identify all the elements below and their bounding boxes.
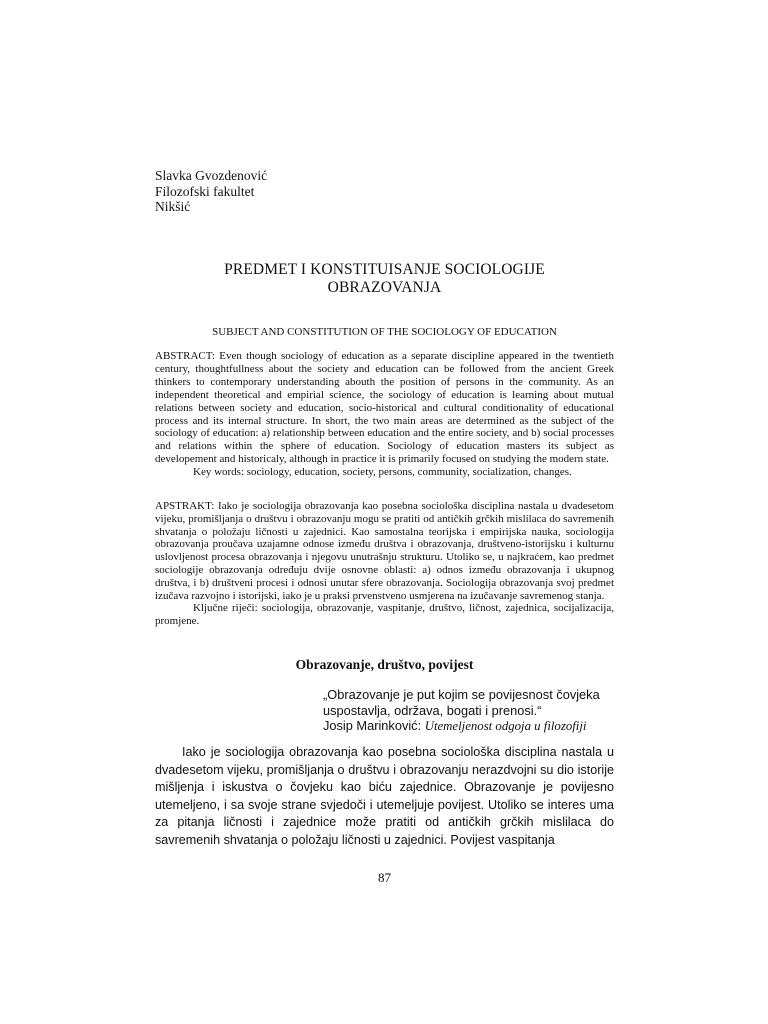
epigraph-attribution bbox=[323, 718, 623, 735]
epigraph-author: Josip Marinković: bbox=[323, 718, 422, 733]
abstract-serbian-text: APSTRAKT: Iako je sociologija obrazovanja kao posebna sociološka disciplina nastala u dvadesetom vijeku, promišljanja o društvu i obrazovanju mogu se pratiti od antičkih grčkih mislilaca do savremenih shvatanja o položaju ličnosti u zajednici. Kao samostalna teorijska i empirijska nauka, sociologija obrazovanja proučava uzajamne odnose između društva i obrazovanja, društveno-istorijsku i kulturnu uslovljenost procesa obrazovanja i njegovu unutrašnju strukturu. Utoliko se, u najkraćem, kao predmet sociologije obrazovanja određuju dvije osnovne oblasti: a) odnos između obrazovanja i ukupnog društva, i b) društveni procesi i odnosi unutar sfere obrazovanja. Sociologija obrazovanja svoj predmet izučava razvojno i istorijski, iako je u praksi prvenstveno usmjerena na izučavanje savremenog stanja. bbox=[155, 500, 614, 602]
epigraph bbox=[323, 687, 623, 735]
page-number: 87 bbox=[378, 870, 391, 885]
author-block bbox=[155, 168, 267, 215]
abstract-english bbox=[155, 350, 614, 479]
epigraph-quote-line-2: uspostavlja, održava, bogati i prenosi.“ bbox=[323, 702, 542, 718]
english-title: SUBJECT AND CONSTITUTION OF THE SOCIOLOGY OF EDUCATION bbox=[212, 326, 557, 338]
author-city: Nikšić bbox=[155, 199, 191, 214]
paper-title-line-2: OBRAZOVANJA bbox=[327, 279, 442, 296]
author-name: Slavka Gvozdenović bbox=[155, 168, 268, 183]
abstract-english-text: ABSTRACT: Even though sociology of education as a separate discipline appeared in the twentieth century, thoughtfullness about the society and education can be followed from the ancient Greek thinkers to contemporary understanding abouth the position of persons in the community. As an independent theoretical and empirial science, the sociology of education is learning about mutual relations between society and education, socio-historical and cultural conditionality of educational process and its internal structure. In short, the two main areas are determined as the subject of the sociology of education: a) relationship between education and the entire society, and b) social processes and relations within the sphere of education. Sociology of education masters its subject as developement and historicaly, although in practice it is primarily focused on studying the modern state. bbox=[155, 350, 614, 466]
section-heading: Obrazovanje, društvo, povijest bbox=[295, 657, 474, 672]
epigraph-work: Utemeljenost odgoja u filozofiji bbox=[424, 719, 587, 733]
paper-title bbox=[155, 261, 614, 297]
author-institution: Filozofski fakultet bbox=[155, 183, 255, 199]
keywords-serbian: Ključne riječi: sociologija, obrazovanje, vaspitanje, društvo, ličnost, zajednica, socijalizacija, promjene. bbox=[155, 602, 614, 628]
paper-title-line-1: PREDMET I KONSTITUISANJE SOCIOLOGIJE bbox=[224, 261, 545, 278]
keywords-english: Key words: sociology, education, society, persons, community, socialization, changes. bbox=[193, 466, 572, 479]
abstract-serbian bbox=[155, 500, 614, 628]
body-paragraph: Iako je sociologija obrazovanja kao posebna sociološka disciplina nastala u dvadesetom vijeku, promišljanja o društvu i obrazovanju nerazdvojni su dio istorije mišljenja i iskustva o čovjeku kao biću zajednice. Obrazovanje je povijesno utemeljeno, i sa svoje strane svjedoči i utemeljuje povijest. Utoliko se interes uma za pitanja ličnosti i zajednice može pratiti od antičkih grčkih mislilaca do savremenih shvatanja o položaju ličnosti u zajednici. Povijest vaspitanja bbox=[155, 745, 614, 847]
epigraph-quote-line-1: „Obrazovanje je put kojim se povijesnost čovjeka bbox=[323, 687, 600, 702]
